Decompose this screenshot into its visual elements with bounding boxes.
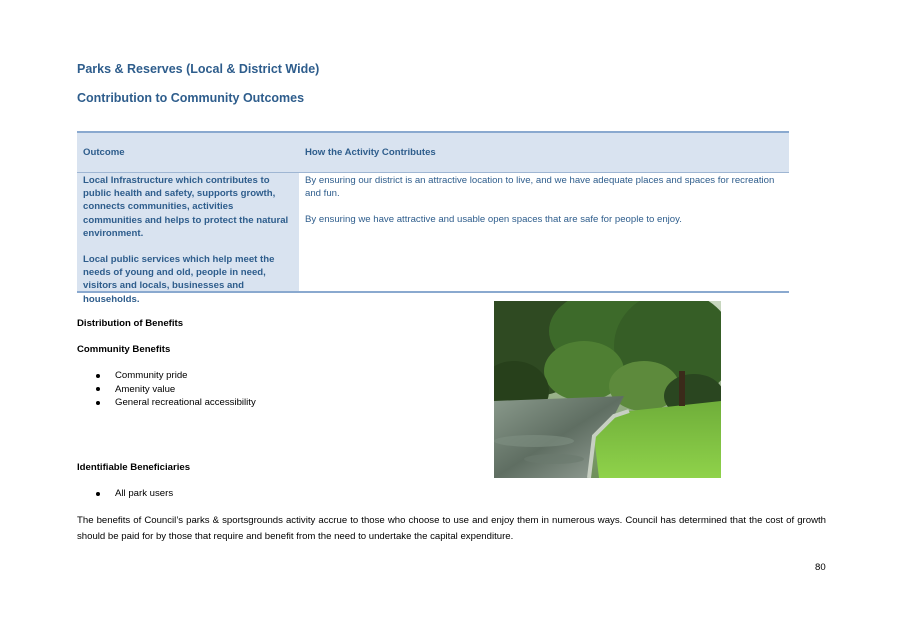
distribution-heading: Distribution of Benefits	[77, 318, 184, 329]
table-row	[77, 173, 789, 305]
beneficiaries-list	[96, 487, 173, 501]
list-item: Community pride	[96, 369, 256, 383]
bullet-icon	[96, 374, 100, 378]
outcome-text-2: Local public services which help meet the needs of young and old, people in need, visitors and locals, businesses and households.	[83, 254, 275, 305]
bullet-icon	[96, 492, 100, 496]
page-title: Parks & Reserves (Local & District Wide)	[77, 62, 320, 76]
section-heading-outcomes: Contribution to Community Outcomes	[77, 91, 305, 105]
body-paragraph: The benefits of Council’s parks & sportsgrounds activity accrue to those who choose to use and enjoy them in numerous ways. Council has determined that the cost of growth should be paid for by those that require and benefit from the need to undertake the capital expenditure.	[77, 515, 826, 542]
outcome-text-1: Local Infrastructure which contributes to public health and safety, supports growth, connects communities, activities communities and helps to protect the natural environment.	[83, 175, 289, 239]
list-item: General recreational accessibility	[96, 396, 256, 410]
beneficiaries-heading: Identifiable Beneficiaries	[77, 462, 191, 473]
list-item: Amenity value	[96, 383, 256, 397]
park-photo	[494, 301, 721, 478]
contribution-text-1: By ensuring our district is an attractive location to live, and we have adequate places and spaces for recreation and fun.	[305, 175, 775, 200]
column-header-contributes: How the Activity Contributes	[305, 147, 436, 158]
bullet-icon	[96, 387, 100, 391]
list-item: All park users	[96, 487, 173, 501]
contribution-text-2: By ensuring we have attractive and usable open spaces that are safe for people to enjoy.	[305, 214, 682, 226]
outcome-cell	[77, 173, 299, 305]
table-header-row	[77, 133, 789, 173]
contribution-cell	[299, 173, 789, 291]
page-number: 80	[815, 562, 826, 573]
community-benefits-heading: Community Benefits	[77, 344, 171, 355]
column-header-outcome: Outcome	[83, 147, 125, 158]
bullet-icon	[96, 401, 100, 405]
outcomes-table	[77, 131, 789, 305]
community-benefits-list	[96, 369, 256, 410]
